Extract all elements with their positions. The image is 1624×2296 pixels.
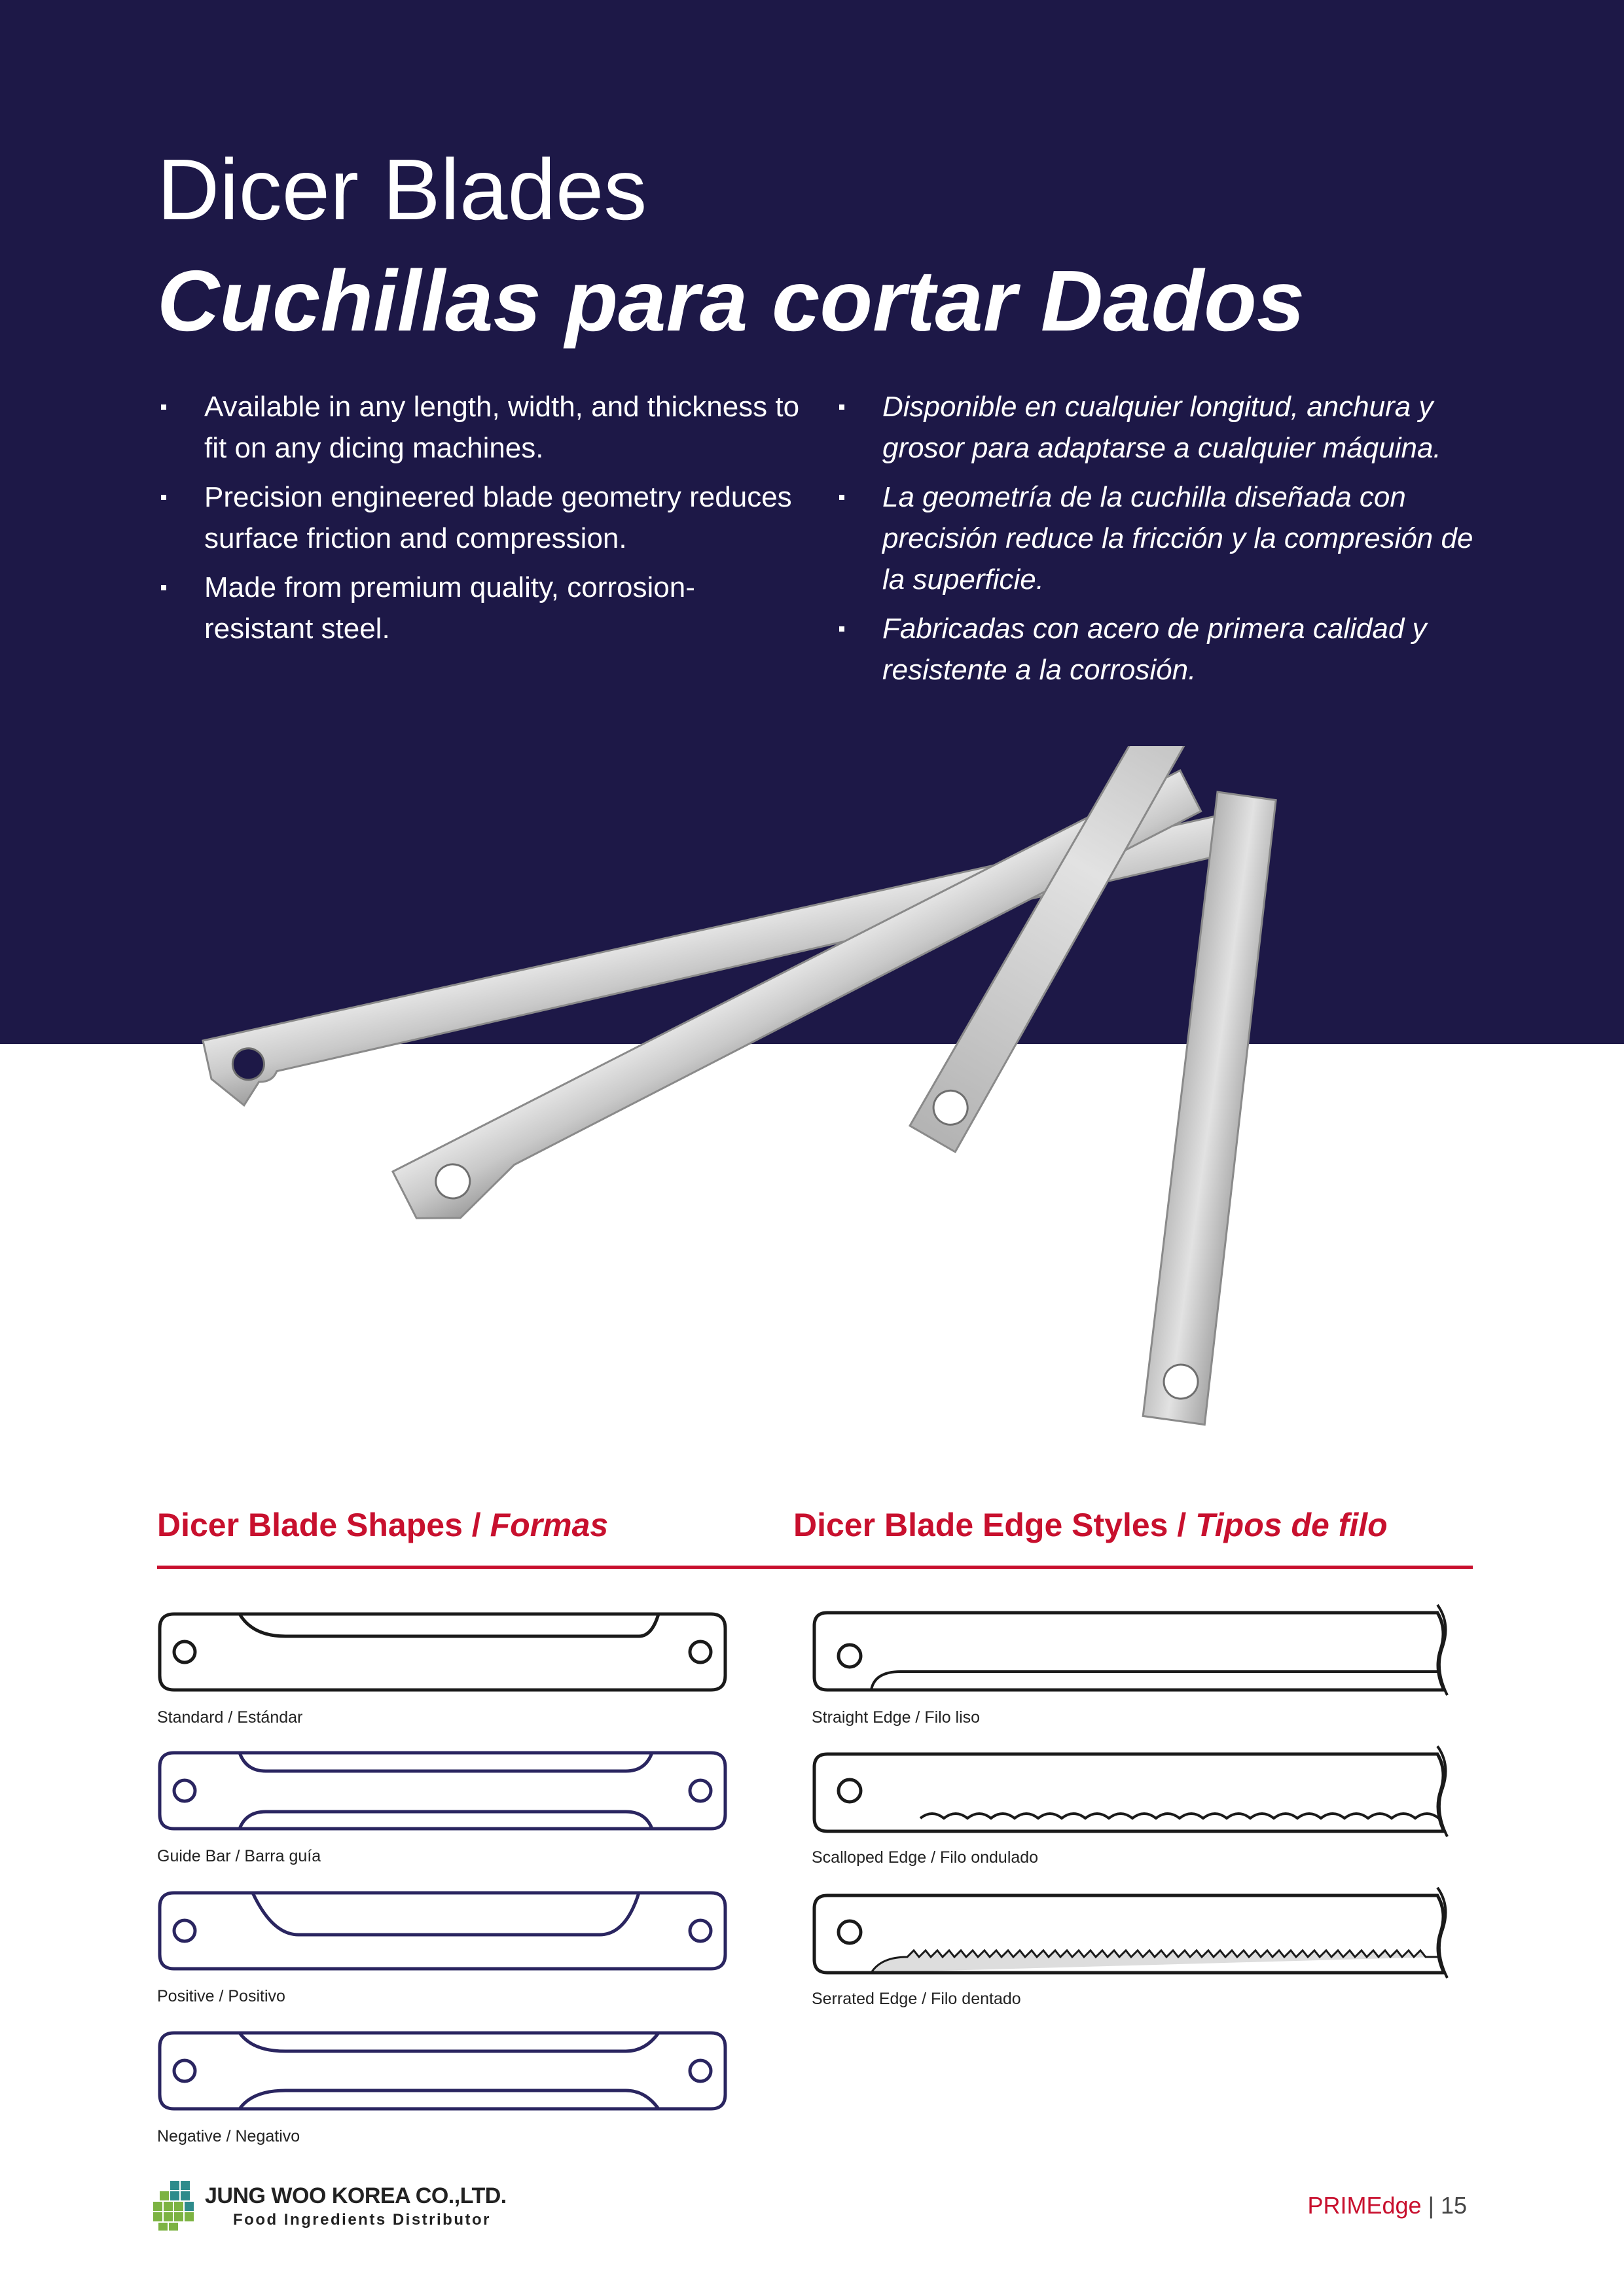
page-title: Dicer Blades: [157, 141, 647, 238]
shape-caption: Standard / Estándar: [157, 1708, 303, 1727]
shape-caption: Negative / Negativo: [157, 2127, 300, 2145]
serrated-edge-diagram: [809, 1886, 1464, 1984]
standard-shape-diagram: [154, 1610, 731, 1695]
guide-bar-shape-diagram: [154, 1749, 731, 1834]
blade-straight-vertical: [1130, 792, 1291, 1425]
feature-item-en: Available in any length, width, and thickness to fit on any dicing machines.: [157, 386, 812, 469]
negative-shape-diagram: [154, 2029, 731, 2114]
company-tagline: Food Ingredients Distributor: [233, 2211, 491, 2229]
shapes-title-es: Formas: [490, 1507, 609, 1543]
features-list-es: [835, 386, 1490, 698]
shape-caption: Guide Bar / Barra guía: [157, 1847, 321, 1865]
page-number: 15: [1440, 2192, 1467, 2219]
brand-name: PRIMEdge: [1307, 2192, 1422, 2219]
feature-item-es: Disponible en cualquier longitud, anchura y grosor para adaptarse a cualquier máquina.: [835, 386, 1490, 469]
shapes-title-en: Dicer Blade Shapes /: [157, 1507, 481, 1543]
edges-title-en: Dicer Blade Edge Styles /: [793, 1507, 1187, 1543]
edge-caption: Serrated Edge / Filo dentado: [812, 1990, 1021, 2008]
feature-item-es: Fabricadas con acero de primera calidad y resistente a la corrosión.: [835, 608, 1490, 691]
scalloped-edge-diagram: [809, 1745, 1464, 1843]
feature-item-en: Precision engineered blade geometry reduces surface friction and compression.: [157, 476, 812, 559]
straight-edge-diagram: [809, 1604, 1464, 1702]
edge-caption: Scalloped Edge / Filo ondulado: [812, 1848, 1039, 1867]
edges-section-rule: [782, 1566, 1473, 1569]
edges-title-es: Tipos de filo: [1195, 1507, 1388, 1543]
dicer-blades-photo: [183, 746, 1479, 1479]
edges-section-title: [793, 1502, 1388, 1548]
features-list-en: [157, 386, 812, 657]
page-subtitle: Cuchillas para cortar Dados: [157, 253, 1305, 349]
feature-item-es: La geometría de la cuchilla diseñada con precisión reduce la fricción y la compresión de la superficie.: [835, 476, 1490, 600]
page-footer-number: [1307, 2191, 1467, 2220]
shapes-section-rule: [157, 1566, 782, 1569]
positive-shape-diagram: [154, 1889, 731, 1974]
company-logo-icon: [151, 2179, 203, 2232]
feature-item-en: Made from premium quality, corrosion- resistant steel.: [157, 567, 812, 649]
shape-caption: Positive / Positivo: [157, 1987, 285, 2005]
company-name: JUNG WOO KOREA CO.,LTD.: [205, 2183, 507, 2208]
edge-caption: Straight Edge / Filo liso: [812, 1708, 981, 1727]
shapes-section-title: [157, 1502, 608, 1548]
separator: |: [1428, 2192, 1434, 2219]
